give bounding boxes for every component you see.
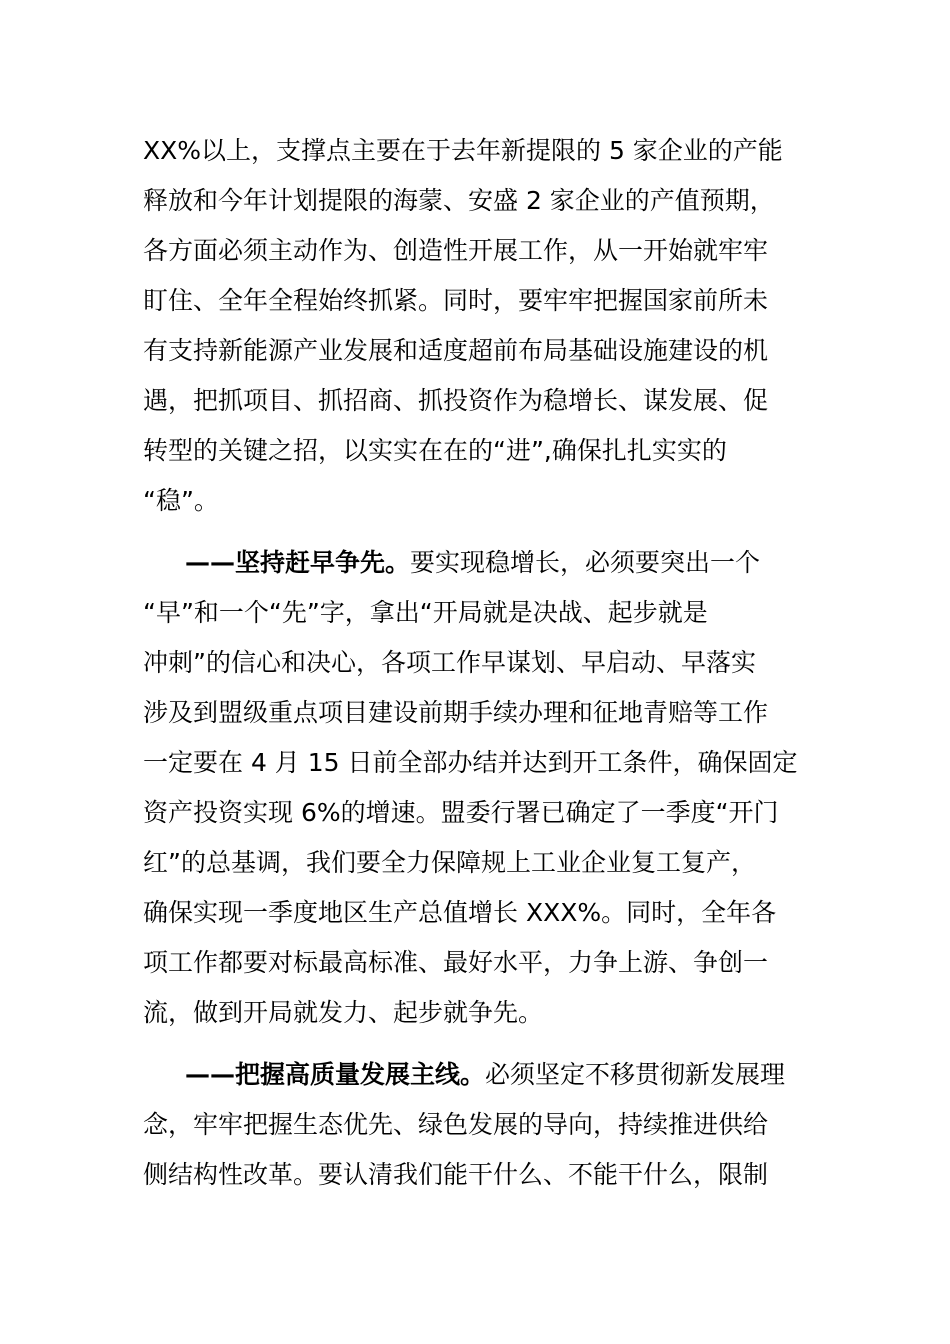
paragraph-line: 遇，把抓项目、抓招商、抓投资作为稳增长、谋发展、促: [143, 386, 769, 415]
section-heading: ——坚持赶早争先。: [185, 548, 411, 577]
paragraph-line: 各方面必须主动作为、创造性开展工作，从一开始就牢牢: [143, 236, 769, 265]
paragraph-text: 要实现稳增长，必须要突出一个: [410, 548, 761, 577]
paragraph-line: 转型的关键之招，以实实在在的“进”,确保扎扎实实的: [143, 436, 727, 465]
paragraph-line: 冲刺”的信心和决心，各项工作早谋划、早启动、早落实: [143, 648, 756, 677]
paragraph-line: 项工作都要对标最高标准、最好水平，力争上游、争创一: [143, 948, 769, 977]
paragraph-line: 盯住、全年全程始终抓紧。同时，要牢牢把握国家前所未: [143, 286, 769, 315]
paragraph-line: 念，牢牢把握生态优先、绿色发展的导向，持续推进供给: [143, 1110, 769, 1139]
paragraph-line: 涉及到盟级重点项目建设前期手续办理和征地青赔等工作: [143, 698, 769, 727]
document-body: [143, 0, 811, 1344]
paragraph-text: 必须坚定不移贯彻新发展理: [485, 1060, 786, 1089]
paragraph-line: XX%以上，支撑点主要在于去年新提限的 5 家企业的产能: [143, 136, 783, 165]
paragraph-line: 红”的总基调，我们要全力保障规上工业企业复工复产，: [143, 848, 756, 877]
paragraph-line: 释放和今年计划提限的海蒙、安盛 2 家企业的产值预期，: [143, 186, 775, 215]
paragraph-line: 侧结构性改革。要认清我们能干什么、不能干什么，限制: [143, 1160, 769, 1189]
paragraph-first-line: [185, 1055, 785, 1095]
paragraph-line: “早”和一个“先”字，拿出“开局就是决战、起步就是: [143, 598, 708, 627]
paragraph-line: 流，做到开局就发力、起步就争先。: [143, 998, 544, 1027]
paragraph-line: 确保实现一季度地区生产总值增长 XXX%。同时，全年各: [143, 898, 777, 927]
paragraph-line: “稳”。: [143, 486, 219, 515]
paragraph-first-line: [185, 543, 760, 583]
paragraph-line: 有支持新能源产业发展和适度超前布局基础设施建设的机: [143, 336, 769, 365]
section-heading: ——把握高质量发展主线。: [185, 1060, 486, 1089]
paragraph-line: 一定要在 4 月 15 日前全部办结并达到开工条件，确保固定: [143, 748, 798, 777]
paragraph-line: 资产投资实现 6%的增速。盟委行署已确定了一季度“开门: [143, 798, 779, 827]
